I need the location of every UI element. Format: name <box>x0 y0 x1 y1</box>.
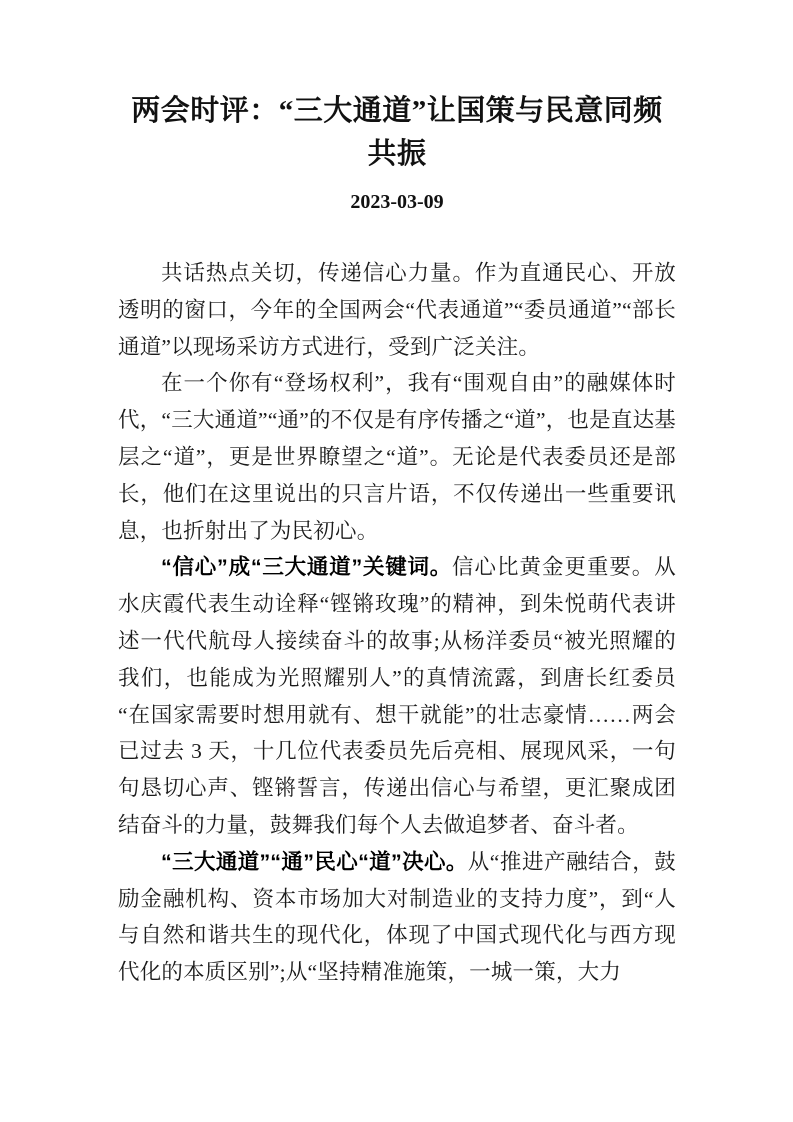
paragraph-4 <box>118 844 676 991</box>
paragraph-2 <box>118 365 676 549</box>
document-content <box>118 0 676 991</box>
page-title: 两会时评：“三大通道”让国策与民意同频共振 <box>131 95 663 170</box>
paragraph-3-lead: “信心”成“三大通道”关键词。 <box>161 555 453 580</box>
paragraph-3-text: 信心比黄金更重要。从水庆霞代表生动诠释“铿锵玫瑰”的精神，到朱悦萌代表讲述一代代航母人接续奋斗的故事;从杨洋委员“被光照耀的我们，也能成为光照耀别人”的真情流露，到唐长红委员“在国家需要时想用就有、想干就能”的壮志豪情……两会已过去 3 天，十几位代表委员先后亮相、展现风采，一句句恳切心声、铿锵誓言，传递出信心与希望，更汇聚成团结奋斗的力量，鼓舞我们每个人去做追梦者、奋斗者。 <box>118 555 676 837</box>
paragraph-1 <box>118 255 676 365</box>
paragraph-4-lead: “三大通道”“通”民心“道”决心。 <box>161 849 468 874</box>
paragraph-4-text: 从“推进产融结合，鼓励金融机构、资本市场加大对制造业的支持力度”，到“人与自然和谐共生的现代化，体现了中国式现代化与西方现代化的本质区别”;从“坚持精准施策，一城一策，大力 <box>118 849 676 985</box>
article-body <box>118 216 676 991</box>
paragraph-2-text: 在一个你有“登场权利”，我有“围观自由”的融媒体时代，“三大通道”“通”的不仅是有序传播之“道”，也是直达基层之“道”，更是世界瞭望之“道”。无论是代表委员还是部长，他们在这里说出的只言片语，不仅传递出一些重要讯息，也折射出了为民初心。 <box>118 371 676 543</box>
publish-date: 2023-03-09 <box>350 191 444 213</box>
paragraph-1-text: 共话热点关切，传递信心力量。作为直通民心、开放透明的窗口，今年的全国两会“代表通道”“委员通道”“部长通道”以现场采访方式进行，受到广泛关注。 <box>118 261 676 359</box>
paragraph-3 <box>118 549 676 843</box>
